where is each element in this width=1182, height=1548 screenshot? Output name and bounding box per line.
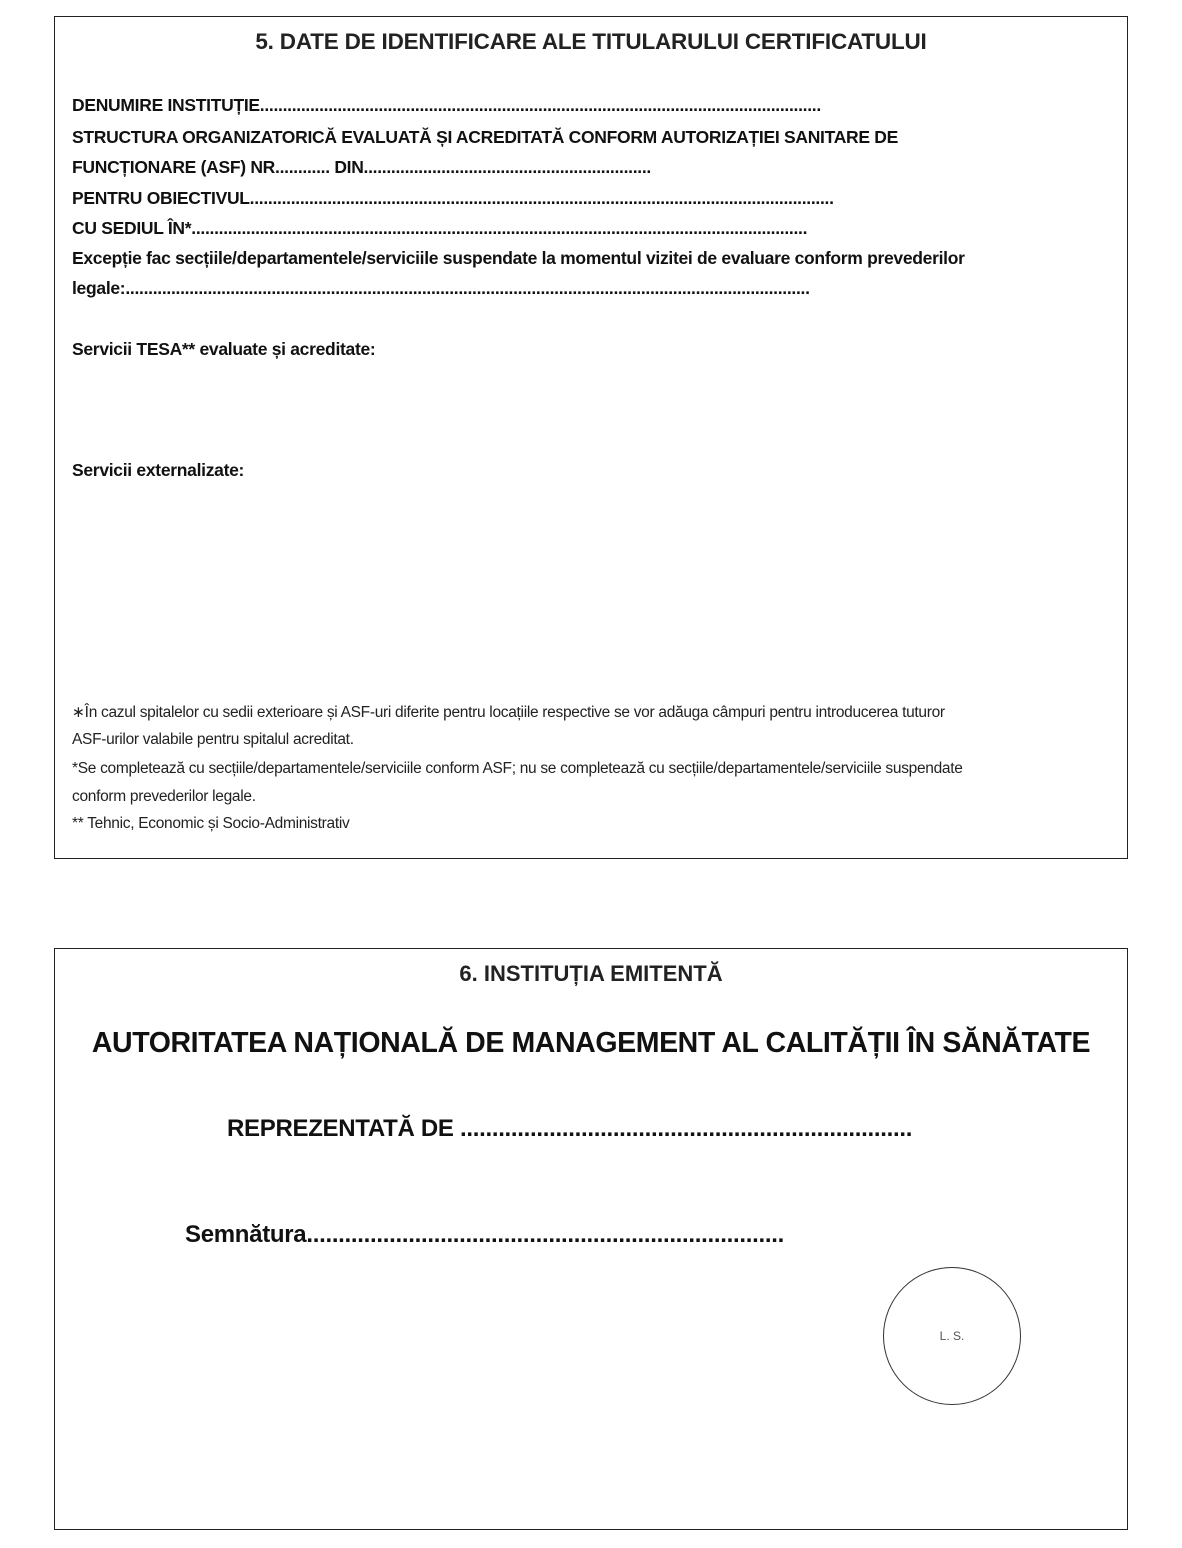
footnote-1-cont: ASF-urilor valabile pentru spitalul acreditat. (72, 731, 354, 748)
institution-name-field[interactable]: DENUMIRE INSTITUȚIE........................................................................................................................... (72, 95, 821, 115)
footnote-1: ∗În cazul spitalelor cu sedii exterioare și ASF-uri diferite pentru locațiile respective se vor adăuga câmpuri pentru introducerea tuturor (72, 704, 945, 721)
structure-line-1: STRUCTURA ORGANIZATORICĂ EVALUATĂ ȘI ACREDITATĂ CONFORM AUTORIZAȚIEI SANITARE DE (72, 127, 899, 147)
represented-by-field[interactable]: REPREZENTATĂ DE ....................................................................... (227, 1115, 913, 1142)
asf-number-field[interactable]: FUNCȚIONARE (ASF) NR............ DIN............................................................... (72, 157, 651, 177)
section-6-title: 6. INSTITUȚIA EMITENTĂ (459, 961, 723, 986)
legal-field[interactable]: legale:...................................................................................................................................................... (72, 278, 810, 298)
objective-field[interactable]: PENTRU OBIECTIVUL................................................................................................................................ (72, 188, 834, 208)
footnote-2-cont: conform prevederilor legale. (72, 788, 256, 805)
signature-field[interactable]: Semnătura........................................................................... (185, 1221, 784, 1248)
section-5-box (54, 16, 1128, 859)
footnote-2: *Se completează cu secțiile/departamentele/serviciile conform ASF; nu se completează cu secțiile/departamentele/serviciile suspendate (72, 760, 963, 777)
authority-name: AUTORITATEA NAȚIONALĂ DE MANAGEMENT AL CALITĂȚII ÎN SĂNĂTATE (91, 1027, 1091, 1059)
externalized-services-label: Servicii externalizate: (72, 460, 245, 480)
exception-line: Excepție fac secțiile/departamentele/serviciile suspendate la momentul vizitei de evaluare conform prevederilor (72, 248, 965, 268)
footnote-3: ** Tehnic, Economic și Socio-Administrativ (72, 815, 350, 832)
seal-circle (883, 1267, 1021, 1405)
section-6-box (54, 948, 1128, 1530)
headquarters-field[interactable]: CU SEDIUL ÎN*....................................................................................................................................... (72, 218, 808, 238)
section-5-title: 5. DATE DE IDENTIFICARE ALE TITULARULUI CERTIFICATULUI (255, 29, 927, 54)
seal-label: L. S. (939, 1329, 965, 1343)
tesa-services-label: Servicii TESA** evaluate și acreditate: (72, 339, 376, 359)
